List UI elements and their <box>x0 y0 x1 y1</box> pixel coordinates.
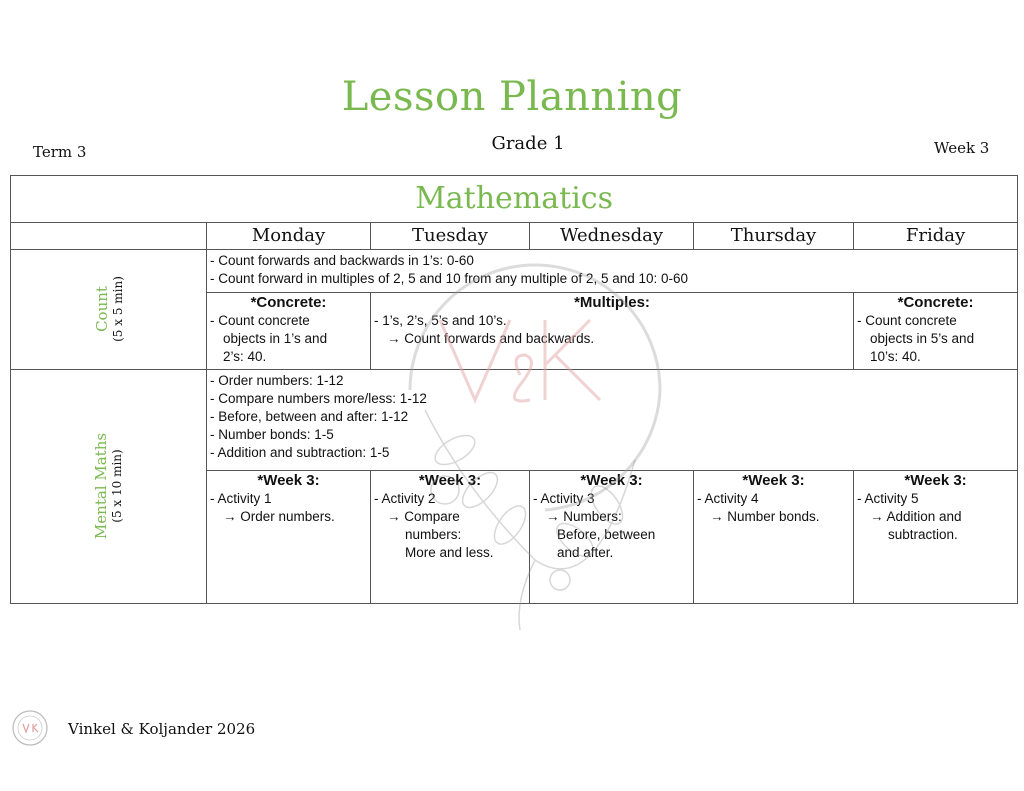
count-monday-heading: *Concrete: <box>250 294 327 311</box>
count-multiples-line: → Count forwards and backwards. <box>387 331 595 346</box>
mental-heading: *Week 3: <box>742 472 805 489</box>
count-duration: (5 x 5 min) <box>110 275 125 342</box>
mental-monday-cell <box>207 471 371 604</box>
lesson-plan-table <box>10 175 1018 604</box>
grade-label: Grade 1 <box>491 133 565 154</box>
count-monday-line: 2’s: 40. <box>223 349 267 364</box>
mental-activity-line: → Numbers: <box>546 509 622 524</box>
day-tuesday: Tuesday <box>371 223 530 250</box>
mental-general-cell <box>207 370 1018 471</box>
day-thursday: Thursday <box>694 223 854 250</box>
mental-general-line: - Number bonds: 1-5 <box>210 427 334 442</box>
mental-activity-line: → Addition and <box>870 509 962 524</box>
mental-activity-line: numbers: <box>405 527 462 542</box>
mental-heading: *Week 3: <box>418 472 482 489</box>
mental-general-line: - Addition and subtraction: 1-5 <box>210 445 390 460</box>
day-wednesday: Wednesday <box>530 223 694 250</box>
day-monday: Monday <box>207 223 371 250</box>
count-friday-line: 10’s: 40. <box>870 349 921 364</box>
count-monday-line: objects in 1’s and <box>223 331 328 346</box>
mental-wednesday-cell <box>530 471 694 604</box>
mental-activity: - Activity 1 <box>210 491 272 506</box>
count-multiples-line: - 1’s, 2’s, 5’s and 10’s. <box>374 313 507 328</box>
mental-activity-line: → Order numbers. <box>223 509 335 524</box>
mental-heading: *Week 3: <box>580 472 643 489</box>
count-monday-cell <box>207 293 371 370</box>
count-multiples-heading: *Multiples: <box>574 294 650 311</box>
mental-name: Mental Maths <box>92 432 111 539</box>
term-label: Term 3 <box>33 143 87 161</box>
mental-general-line: - Compare numbers more/less: 1-12 <box>210 391 427 406</box>
mental-activity: - Activity 2 <box>374 491 436 506</box>
mental-activity-line: → Number bonds. <box>710 509 820 524</box>
mental-friday-cell <box>854 471 1018 604</box>
mental-duration: (5 x 10 min) <box>110 448 125 523</box>
day-friday: Friday <box>854 223 1018 250</box>
count-friday-line: - Count concrete <box>857 313 957 328</box>
subject-title: Mathematics <box>11 176 1018 223</box>
count-monday-line: - Count concrete <box>210 313 310 328</box>
count-friday-cell <box>854 293 1018 370</box>
count-general-line: - Count forward in multiples of 2, 5 and 10 from any multiple of 2, 5 and 10: 0-60 <box>210 271 689 286</box>
week-label: Week 3 <box>934 139 990 157</box>
mental-activity-line: Before, between <box>557 527 656 542</box>
mental-activity: - Activity 5 <box>857 491 919 506</box>
count-friday-line: objects in 5’s and <box>870 331 975 346</box>
count-name: Count <box>92 285 111 332</box>
mental-label-cell <box>11 370 207 604</box>
mental-activity-line: subtraction. <box>888 527 958 542</box>
mental-general-line: - Order numbers: 1-12 <box>210 373 344 388</box>
count-multiples-cell <box>371 293 854 370</box>
count-label-cell <box>11 250 207 370</box>
mental-thursday-cell <box>694 471 854 604</box>
count-general-cell <box>207 250 1018 293</box>
mental-activity: - Activity 4 <box>697 491 759 506</box>
mental-heading: *Week 3: <box>257 472 320 489</box>
mental-heading: *Week 3: <box>904 472 967 489</box>
count-general-line: - Count forwards and backwards in 1’s: 0-60 <box>210 253 474 268</box>
logo-icon <box>10 708 50 748</box>
count-friday-heading: *Concrete: <box>897 294 974 311</box>
mental-activity-line: → Compare <box>387 509 460 524</box>
mental-activity-line: and after. <box>557 545 614 560</box>
mental-activity: - Activity 3 <box>533 491 595 506</box>
corner-cell <box>11 223 207 250</box>
footer-credit: Vinkel & Koljander 2026 <box>68 720 256 738</box>
mental-tuesday-cell <box>371 471 530 604</box>
mental-general-line: - Before, between and after: 1-12 <box>210 409 409 424</box>
mental-activity-line: More and less. <box>405 545 494 560</box>
page-title: Lesson Planning <box>341 74 683 120</box>
